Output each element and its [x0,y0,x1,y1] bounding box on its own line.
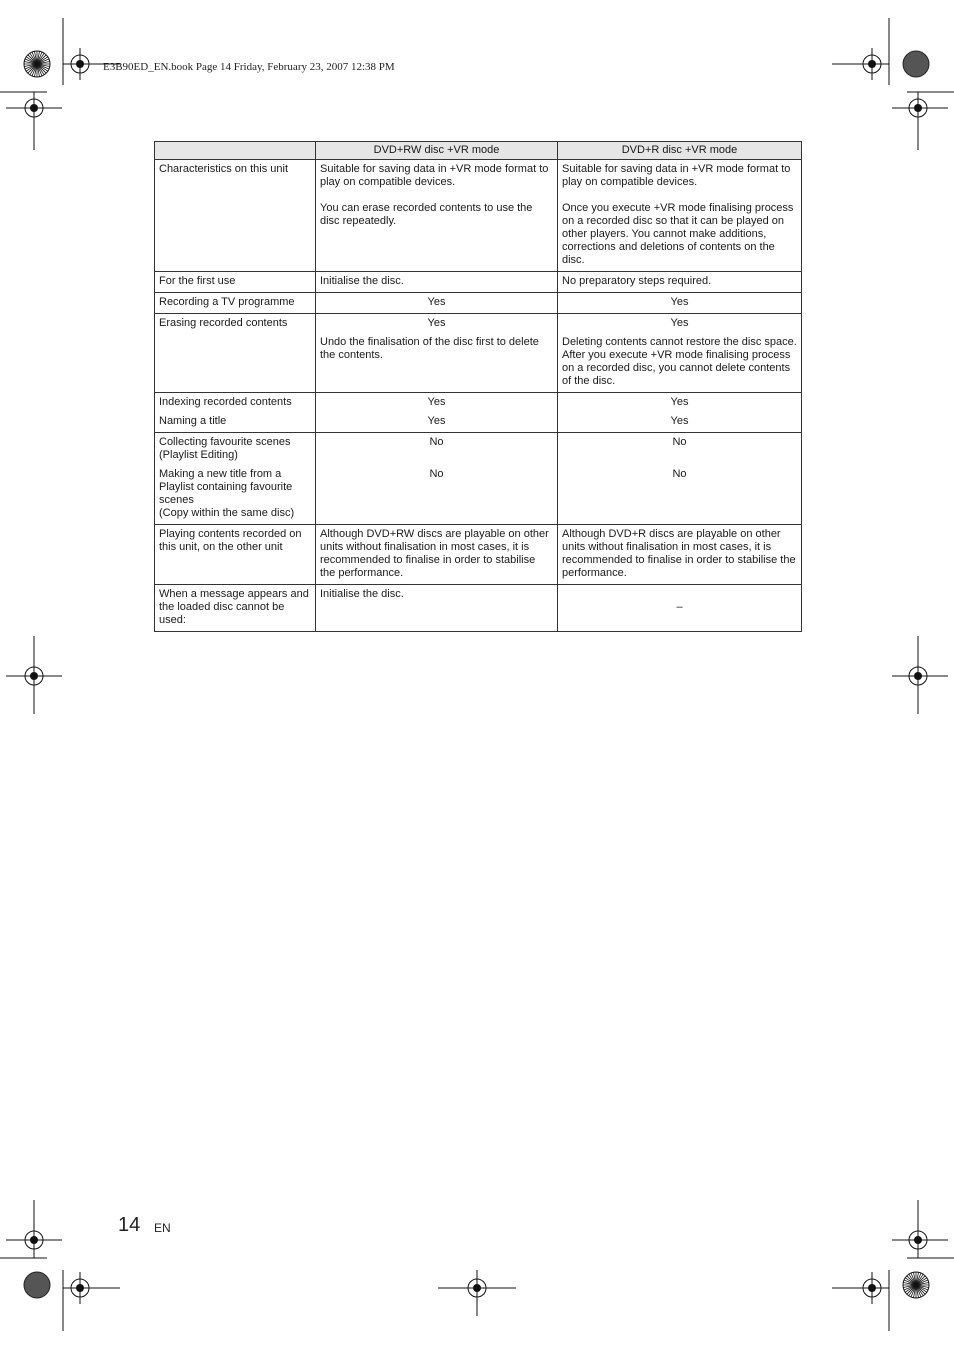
cell-dvd-rw: Initialise the disc. [316,272,558,293]
table-header-row [155,142,802,160]
cell-value: Yes [670,396,689,408]
cell-value: Yes [427,396,446,408]
column-header-dvd-r: DVD+R disc +VR mode [558,142,802,160]
disc-comparison-table [154,141,802,632]
cell-value: Yes [670,415,689,427]
cell-dvd-r: Although DVD+R discs are playable on other units without finalisation in most cases, it is recommended to finalise in order to stabilise the performance. [558,525,802,585]
column-header-blank [155,142,316,160]
cell-dvd-rw: Although DVD+RW discs are playable on other units without finalisation in most cases, it is recommended to finalise in order to stabilise the performance. [316,525,558,585]
row-label [155,393,316,433]
table-row [155,160,802,272]
cell-note: Undo the finalisation of the disc first to delete the contents. [320,336,539,361]
cell-dvd-r: Yes [558,293,802,314]
row-label: Recording a TV programme [155,293,316,314]
cell-dvd-r [558,393,802,433]
cell-dvd-rw: Initialise the disc. [316,585,558,632]
cell-dvd-r [558,433,802,525]
row-sublabel: Indexing recorded contents [159,396,292,408]
cell-text: Once you execute +VR mode finalising process on a recorded disc so that it can be played on other players. You cannot make additions, corrections and deletions of contents on the disc. [562,202,794,266]
cell-text: Suitable for saving data in +VR mode format to play on compatible devices. [320,163,549,188]
cell-text: Suitable for saving data in +VR mode format to play on compatible devices. [562,163,791,188]
row-label: Characteristics on this unit [155,160,316,272]
cell-dvd-r: No preparatory steps required. [558,272,802,293]
cell-dvd-r [558,314,802,393]
row-label: Erasing recorded contents [155,314,316,393]
page-number: 14 [118,1214,141,1236]
book-header-info: E3B90ED_EN.book Page 14 Friday, February 23, 2007 12:38 PM [103,61,395,73]
column-header-dvd-rw: DVD+RW disc +VR mode [316,142,558,160]
cell-dvd-rw [316,433,558,525]
row-label: Playing contents recorded on this unit, on the other unit [155,525,316,585]
cell-dvd-rw [316,160,558,272]
cell-value: Yes [670,317,689,329]
row-label [155,433,316,525]
table-row [155,293,802,314]
cell-dvd-rw [316,314,558,393]
cell-note: Deleting contents cannot restore the disc space. After you execute +VR mode finalising process on a recorded disc, you cannot delete contents of the disc. [562,336,797,387]
row-sublabel: Making a new title from a Playlist containing favourite scenes (Copy within the same disc) [159,468,295,519]
table-row [155,433,802,525]
cell-value: No [429,468,444,480]
row-sublabel: Naming a title [159,415,227,427]
language-code: EN [154,1221,171,1235]
cell-value: No [672,468,687,480]
cell-value: No [672,436,687,448]
cell-value: No [429,436,444,448]
table-row [155,525,802,585]
row-sublabel: Collecting favourite scenes (Playlist Editing) [159,436,291,461]
cell-dvd-rw [316,393,558,433]
row-label: For the first use [155,272,316,293]
cell-dvd-r: – [558,585,802,632]
table-row [155,314,802,393]
table-row [155,272,802,293]
row-label: When a message appears and the loaded disc cannot be used: [155,585,316,632]
cell-value: Yes [427,317,446,329]
cell-dvd-rw: Yes [316,293,558,314]
cell-dvd-r [558,160,802,272]
table-row [155,393,802,433]
table-row [155,585,802,632]
cell-text: You can erase recorded contents to use the disc repeatedly. [320,202,533,227]
cell-value: Yes [427,415,446,427]
